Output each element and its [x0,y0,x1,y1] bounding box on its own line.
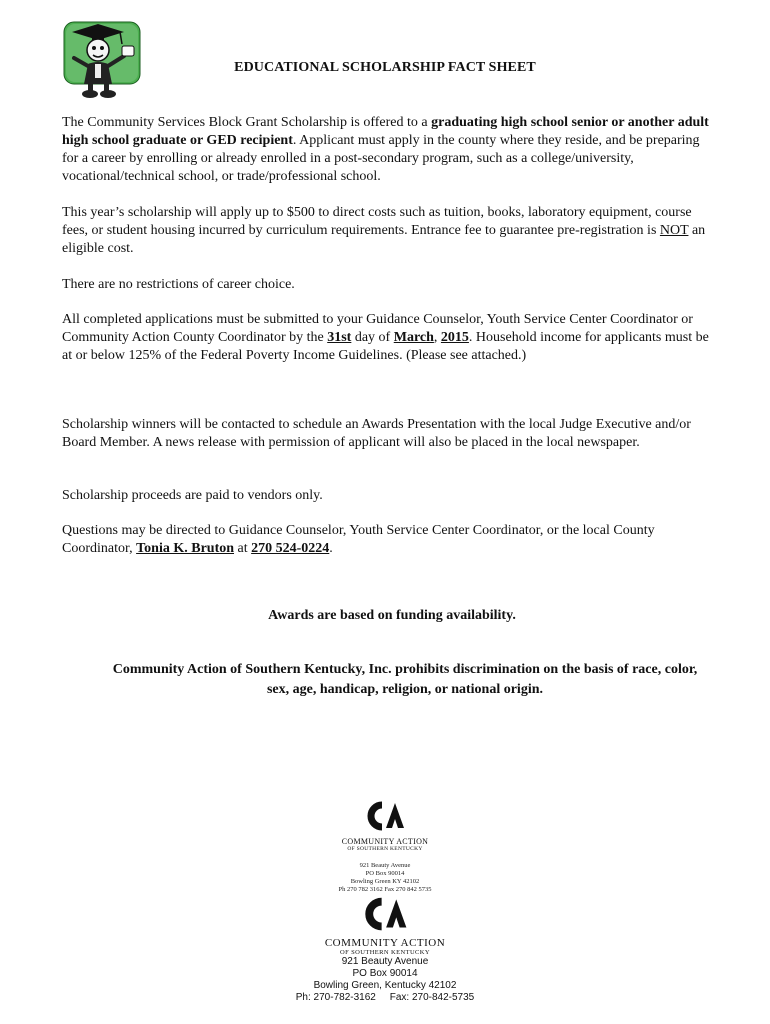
footer-street: 921 Beauty Avenue [341,956,429,967]
ca-phones: Ph 270 782 3162 Fax 270 842 5735 [338,886,432,893]
ca-logo-large-block [0,896,770,956]
paragraph-vendors: Scholarship proceeds are paid to vendors only. [62,488,323,503]
text: day of [351,330,394,345]
coordinator-name: Tonia K. Bruton [136,541,235,556]
paragraph-award-amount [62,204,712,258]
funding-note: Awards are based on funding availability. [268,608,516,623]
ca-logo-icon [362,800,408,832]
ca-po-box: PO Box 90014 [365,870,405,877]
paragraph-winners: Scholarship winners will be contacted to schedule an Awards Presentation with the local Judge Executive and/or Board Member. A news release with permission of applicant will also be placed in the local newspaper. [62,417,691,450]
not-emphasis: NOT [659,223,689,238]
text: , [433,330,441,345]
paragraph-questions [62,522,712,558]
paragraph-eligibility [62,114,712,186]
deadline-day: 31st [327,330,352,345]
text: Questions may be directed to Guidance Counselor, Youth Service Center Coordinator, or the local County Coordinator, [62,523,655,556]
page-title: EDUCATIONAL SCHOLARSHIP FACT SHEET [234,60,536,75]
text: This year’s scholarship will apply up to $500 to direct costs such as tuition, books, laboratory equipment, course fees, or student housing incurred by curriculum requirements. Entrance fee to guarantee pre-registration is [62,205,692,238]
coordinator-phone: 270 524-0224 [251,541,330,556]
ca-street: 921 Beauty Avenue [359,862,411,869]
footer-po-box: PO Box 90014 [352,968,418,979]
paragraph-deadline [62,311,712,365]
text: All completed applications must be submitted to your Guidance Counselor, Youth Service Center Coordinator or Community Action County Coordinator by the [62,312,693,345]
text: . [329,541,333,556]
footer-address [0,956,770,1004]
ca-subtitle: OF SOUTHERN KENTUCKY [347,846,423,852]
ca-logo-small-block [0,800,770,894]
deadline-month: March [393,330,434,345]
ca-name: COMMUNITY ACTION [341,837,429,846]
eligibility-highlight: graduating high school senior or another adult high school graduate or GED recipient [62,115,709,148]
text: . Household income for applicants must be at or below 125% of the Federal Poverty Income Guidelines. (Please see attached.) [62,330,709,363]
ca-subtitle: OF SOUTHERN KENTUCKY [340,949,430,956]
ca-name: COMMUNITY ACTION [324,937,446,949]
text: . Applicant must apply in the county where they reside, and be preparing for a career by enrolling or already enrolled in a post-secondary program, such as a college/university, vocational/technical school, or trade/professional school. [62,133,700,184]
ca-logo-icon [359,896,411,932]
nondiscrimination-statement: Community Action of Southern Kentucky, Inc. prohibits discrimination on the basis of race, color, sex, age, handicap, religion, or national origin. [112,662,698,697]
text: an eligible cost. [62,223,706,256]
footer-city: Bowling Green, Kentucky 42102 [313,980,457,991]
text: at [234,541,252,556]
paragraph-career-choice: There are no restrictions of career choice. [62,277,295,292]
ca-city: Bowling Green KY 42102 [350,878,420,885]
footer-phones: Ph: 270-782-3162 Fax: 270-842-5735 [295,992,475,1003]
text: The Community Services Block Grant Scholarship is offered to a [62,115,432,130]
deadline-year: 2015 [440,330,469,345]
